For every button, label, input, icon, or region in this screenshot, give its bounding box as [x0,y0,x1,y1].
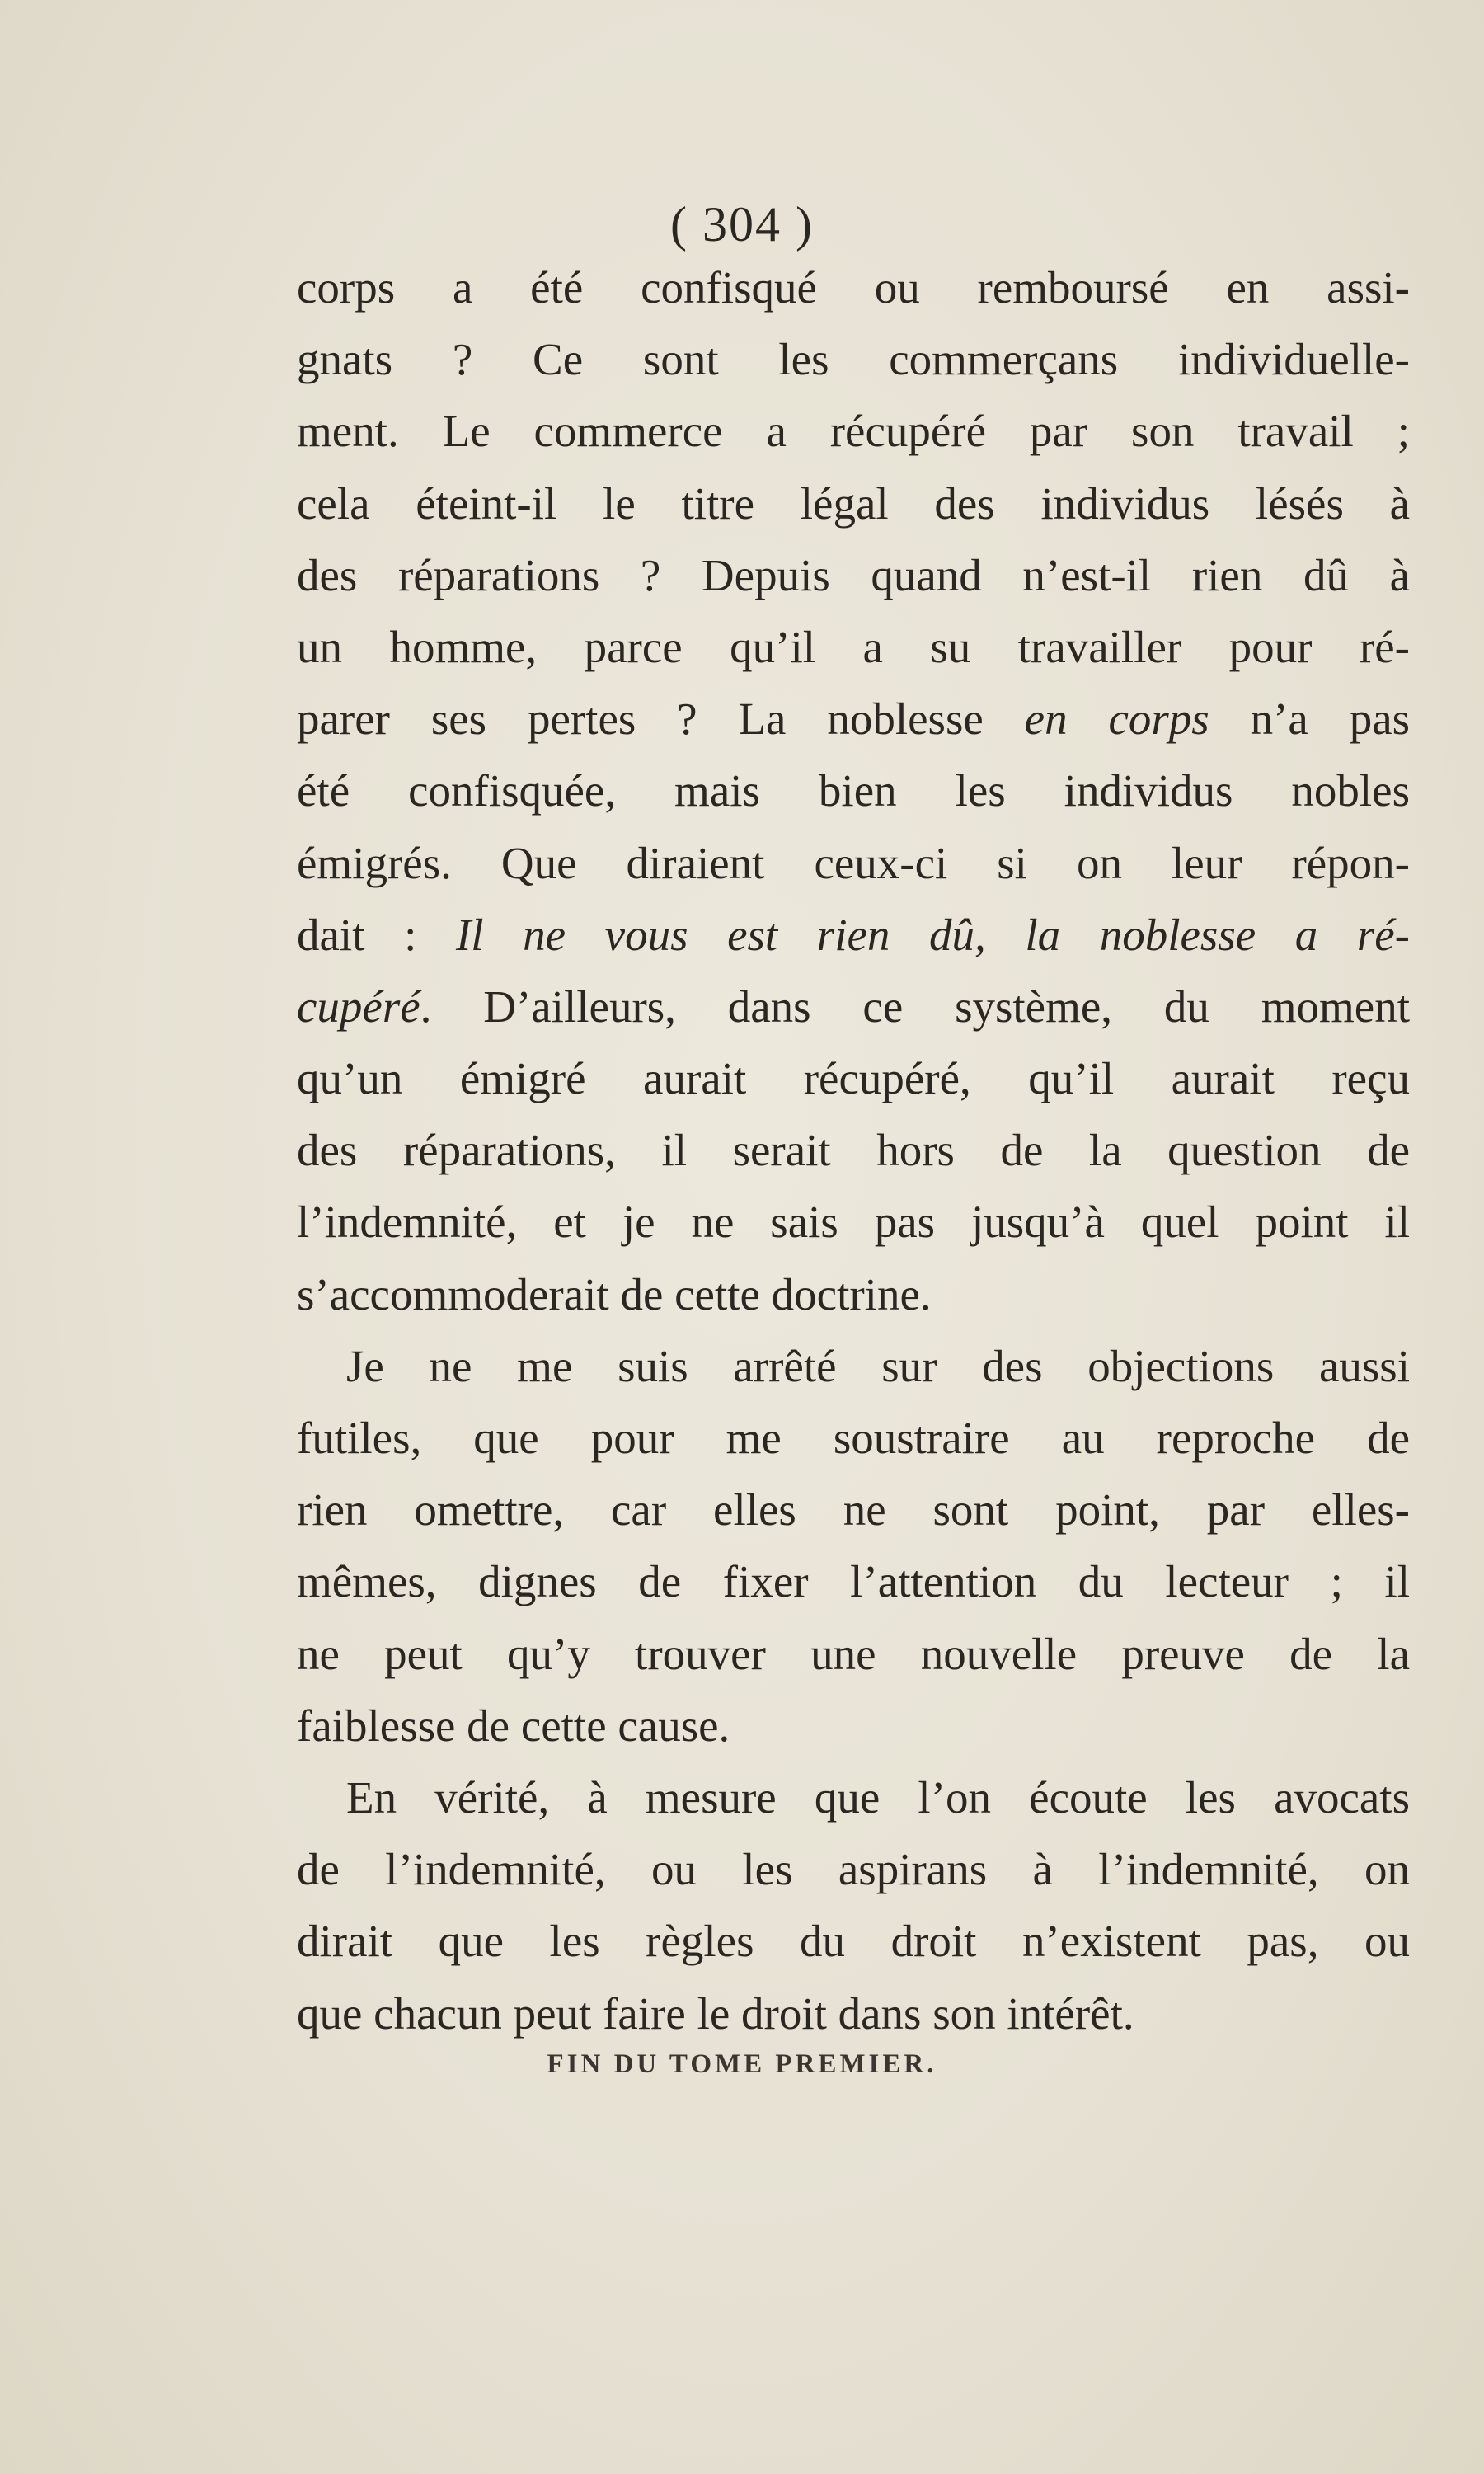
text-line: parer ses pertes ? La noblesse en corps n’a pas [297,694,1411,745]
text-line: émigrés. Que diraient ceux-ci si on leur répon- [297,837,1410,888]
text-line: été confisquée, mais bien les individus nobles [297,765,1410,816]
text-line: de l’indemnité, ou les aspirans à l’indemnité, on [297,1844,1410,1895]
text-line: mêmes, dignes de fixer l’attention du lecteur ; il [297,1556,1410,1607]
text-line: En vérité, à mesure que l’on écoute les avocats [346,1771,1410,1823]
text-line: faiblesse de cette cause. [297,1700,730,1751]
text-line: cupéré. D’ailleurs, dans ce système, du moment [297,981,1410,1032]
text-line: ment. Le commerce a récupéré par son travail ; [297,406,1410,457]
text-line: s’accommoderait de cette doctrine. [297,1268,932,1319]
text-line: gnats ? Ce sont les commerçans individuelle- [297,334,1410,385]
text-line: dait : Il ne vous est rien dû, la noblesse a ré- [297,909,1410,960]
end-of-volume-note: FIN DU TOME PREMIER. [547,2049,937,2079]
text-line: des réparations, il serait hors de la question de [297,1125,1410,1176]
page-number: ( 304 ) [670,197,814,252]
text-line: ne peut qu’y trouver une nouvelle preuve de la [297,1628,1410,1679]
text-line: Je ne me suis arrêté sur des objections aussi [346,1340,1410,1391]
text-line: rien omettre, car elles ne sont point, par elles- [297,1484,1410,1536]
text-line: l’indemnité, et je ne sais pas jusqu’à quel point il [297,1197,1410,1248]
text-line: qu’un émigré aurait récupéré, qu’il aurait reçu [297,1053,1410,1104]
text-line: dirait que les règles du droit n’existent pas, ou [297,1916,1410,1967]
text-line: des réparations ? Depuis quand n’est-il rien dû à [297,549,1410,600]
text-line: futiles, que pour me soustraire au reproche de [297,1413,1410,1463]
text-line: que chacun peut faire le droit dans son intérêt. [297,1987,1134,2039]
text-line: un homme, parce qu’il a su travailler pour ré- [297,621,1410,672]
body-text [297,252,1410,2049]
text-line: cela éteint-il le titre légal des individus lésés à [297,477,1410,529]
text-line: corps a été confisqué ou remboursé en assi- [297,262,1410,313]
